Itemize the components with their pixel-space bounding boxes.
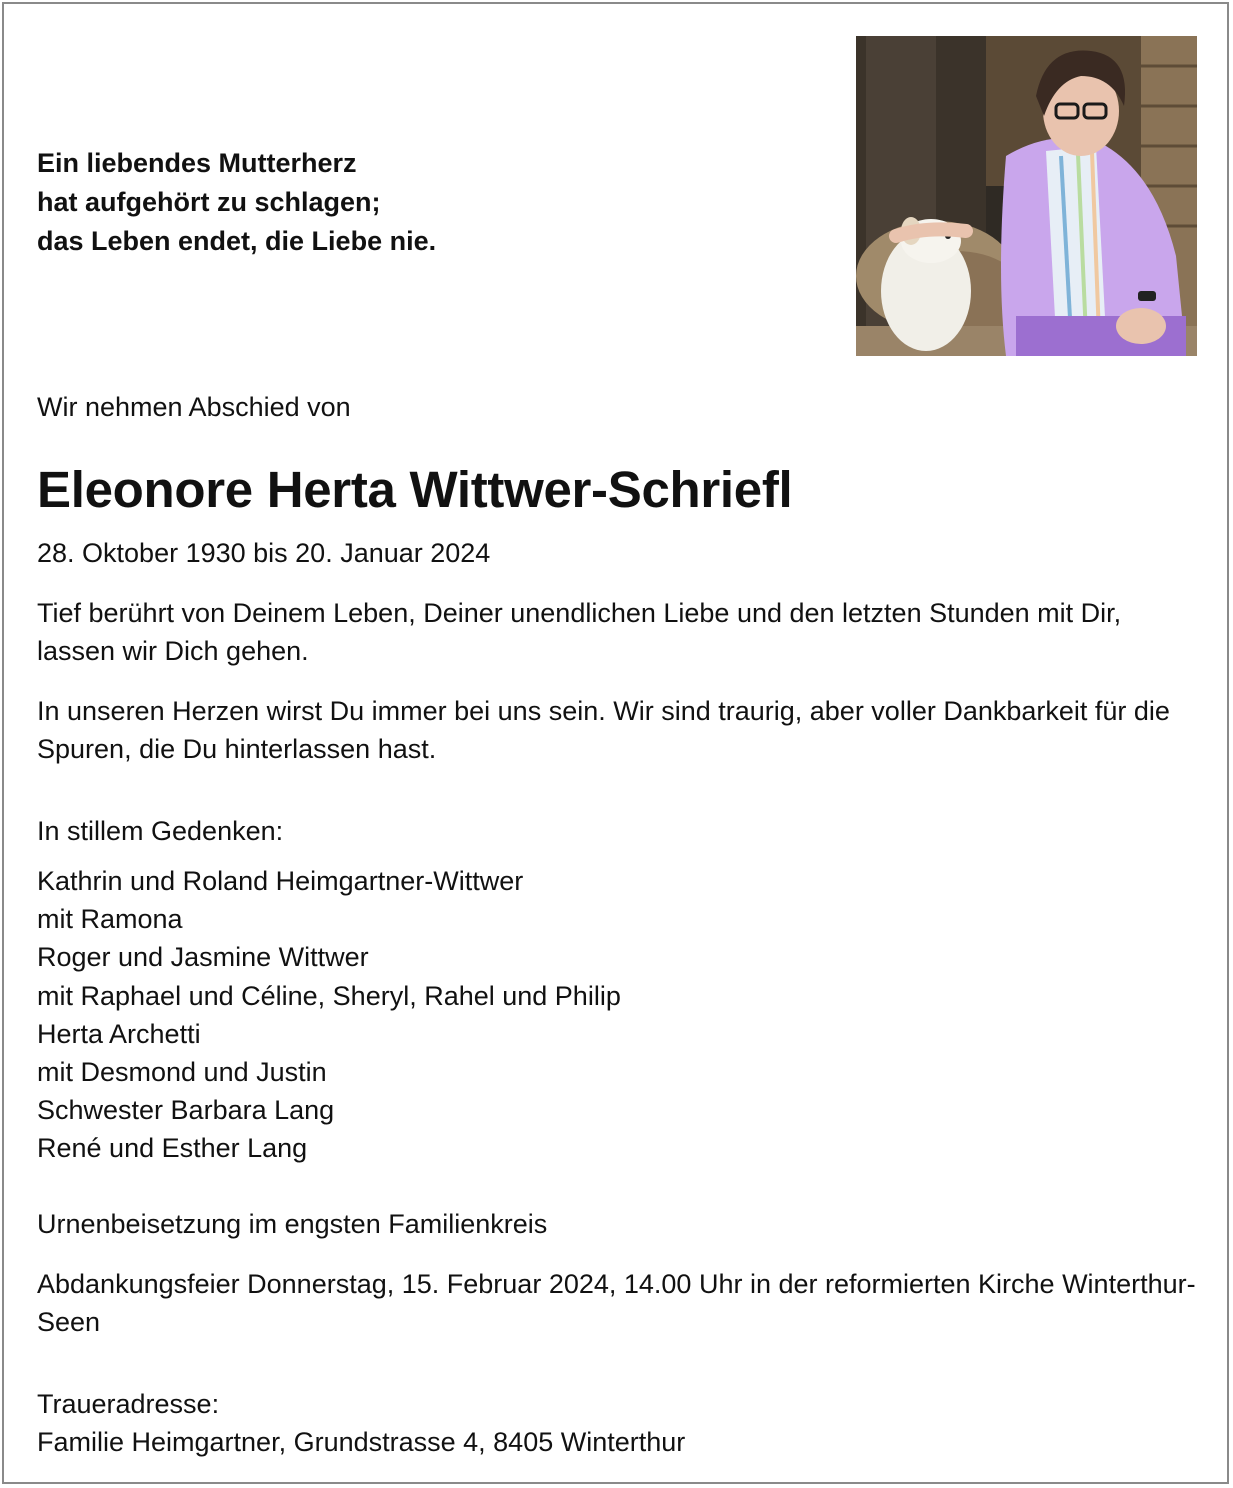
motto-verse: [37, 144, 436, 261]
mourners-list: [37, 862, 621, 1168]
mourner-name: René und Esther Lang: [37, 1133, 308, 1164]
motto-line: hat aufgehört zu schlagen;: [37, 187, 381, 217]
mourners-label: In stillem Gedenken:: [37, 816, 284, 846]
deceased-name: Eleonore Herta Wittwer-Schriefl: [37, 461, 793, 518]
mourning-address: Familie Heimgartner, Grundstrasse 4, 8405 Winterthur: [37, 1427, 686, 1457]
mourner-name: mit Desmond und Justin: [37, 1057, 327, 1088]
life-dates: 28. Oktober 1930 bis 20. Januar 2024: [37, 538, 491, 568]
ceremony-note: Abdankungsfeier Donnerstag, 15. Februar 2024, 14.00 Uhr in der reformierten Kirche Winterthur-Seen: [37, 1269, 1196, 1337]
intro-text: Wir nehmen Abschied von: [37, 392, 351, 422]
motto-line: Ein liebendes Mutterherz: [37, 148, 357, 178]
burial-note: Urnenbeisetzung im engsten Familienkreis: [37, 1209, 548, 1239]
mourner-name: Roger und Jasmine Wittwer: [37, 942, 369, 973]
motto-line: das Leben endet, die Liebe nie.: [37, 226, 437, 256]
tribute-paragraph: Tief berührt von Deinem Leben, Deiner unendlichen Liebe und den letzten Stunden mit Dir, lassen wir Dich gehen.: [37, 598, 1122, 666]
portrait-photo: [856, 36, 1197, 356]
mourner-name: Kathrin und Roland Heimgartner-Wittwer: [37, 866, 524, 896]
mourner-name: Schwester Barbara Lang: [37, 1095, 335, 1126]
tribute-paragraph: In unseren Herzen wirst Du immer bei uns sein. Wir sind traurig, aber voller Dankbarkeit für die Spuren, die Du hinterlassen hast.: [37, 696, 1170, 764]
mourner-name: mit Raphael und Céline, Sheryl, Rahel und Philip: [37, 980, 621, 1011]
mourner-name: Herta Archetti: [37, 1018, 201, 1049]
address-label: Traueradresse:: [37, 1389, 220, 1419]
mourner-name: mit Ramona: [37, 904, 183, 935]
